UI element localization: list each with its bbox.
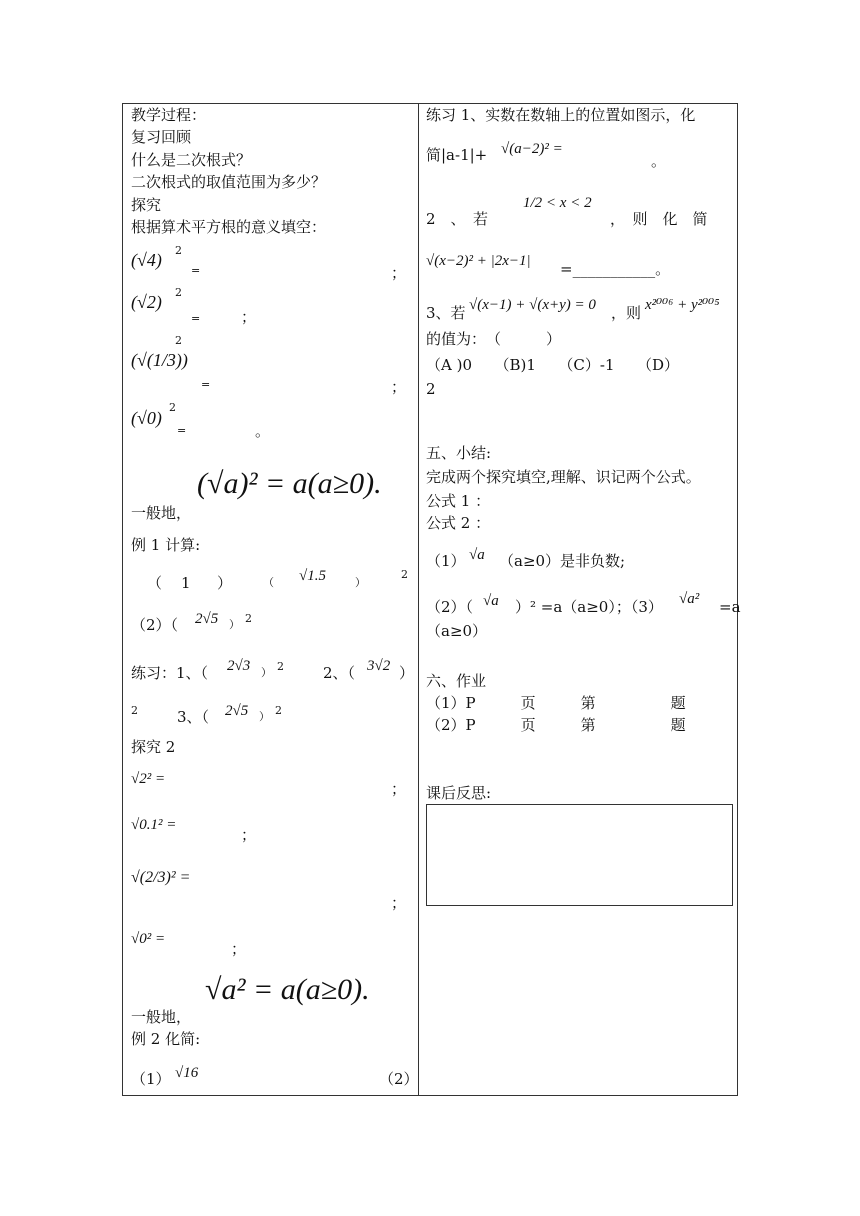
ex1-2-exp: 2	[245, 612, 252, 625]
practice-2-label: 2、（	[323, 664, 356, 682]
property-2-expr: √a	[483, 593, 499, 609]
semi-sq13: ；	[391, 378, 407, 396]
column-divider	[418, 104, 419, 1095]
root-two-thirds-squared: √(2/3)² =	[131, 869, 191, 886]
ex1-1-paren-close: ）	[355, 576, 366, 589]
practice-2-value: 3√2	[367, 658, 391, 674]
ex1-2-label: （2）（	[131, 616, 179, 634]
review-heading: 复习回顾	[131, 128, 192, 146]
explore-heading: 探究	[131, 196, 162, 214]
exercise-3-value: 的值为： （ ）	[426, 330, 562, 348]
exercise-3-then: ，则	[611, 304, 642, 322]
general-label-2: 一般地，	[131, 1008, 192, 1026]
ex1-1-exp: 2	[401, 568, 408, 581]
property-3-text: =a	[719, 598, 741, 616]
explore-2-heading: 探究 2	[131, 738, 176, 756]
ex1-1-value: √1.5	[299, 568, 326, 584]
exp-sq13: 2	[175, 334, 182, 347]
property-3-expr: √a²	[679, 591, 700, 607]
general-label-1: 一般地，	[131, 504, 192, 522]
ex1-2-value: 2√5	[195, 611, 219, 627]
exercise-3-choice-d: 2	[426, 380, 436, 398]
practice-2-exp: 2	[131, 704, 138, 717]
exercise-3-if: 3、若	[426, 304, 466, 322]
reflection-box[interactable]	[426, 804, 733, 906]
exercise-1-simplify: 简|a-1|+	[426, 146, 488, 164]
summary-title: 五、小结:	[426, 444, 492, 462]
ex1-1-num: 1	[181, 574, 191, 592]
practice-3-exp: 2	[275, 704, 282, 717]
reflection-label: 课后反思:	[426, 784, 492, 802]
homework-item-1: （1）P 页 第 题	[426, 694, 686, 712]
example-1-heading: 例 1 计算:	[131, 536, 201, 554]
exercise-3-target: x²⁰⁰⁶ + y²⁰⁰⁵	[645, 297, 720, 313]
exercise-3-condition: √(x−1) + √(x+y) = 0	[469, 297, 596, 313]
property-1-label: （1）	[426, 552, 466, 570]
property-2-label: （2）（	[426, 598, 474, 616]
exercise-2-then: ， 则 化 简	[610, 210, 708, 228]
semi-sq4: ；	[391, 264, 407, 282]
exercise-1-expr: √(a−2)² =	[501, 141, 563, 157]
lesson-table	[122, 103, 741, 1096]
ex1-1-close: ）	[217, 574, 233, 592]
semi-r3: ；	[391, 894, 407, 912]
root-2-squared: √2² =	[131, 771, 166, 787]
expr-sqrt-third-squared: (√(1/3))	[131, 350, 188, 370]
homework-title: 六、作业	[426, 672, 487, 690]
semi-sq2: ；	[241, 308, 257, 326]
eq-sq4: =	[191, 264, 201, 277]
exercise-2-blank: =___________。	[560, 260, 671, 278]
exercise-2-inequality: 1/2 < x < 2	[523, 195, 592, 211]
practice-1-close: ）	[261, 666, 272, 679]
property-1-expr: √a	[469, 547, 485, 563]
formula-2-label: 公式 2 ：	[426, 514, 491, 532]
practice-label: 练习：1、（	[131, 664, 209, 682]
period-sq0: 。	[255, 422, 271, 440]
expr-sqrt4-squared: (√4)	[131, 250, 162, 270]
question-2: 二次根式的取值范围为多少？	[131, 173, 327, 191]
example-2-heading: 例 2 化简:	[131, 1030, 201, 1048]
exp-sq4: 2	[175, 244, 182, 257]
formula-1-label: 公式 1 ：	[426, 492, 491, 510]
exercise-2-expr: √(x−2)² + |2x−1|	[426, 253, 531, 269]
practice-3-close: ）	[259, 710, 270, 723]
eq-sq0: =	[177, 424, 187, 437]
ex1-2-close: ）	[229, 618, 240, 631]
exp-sq2: 2	[175, 286, 182, 299]
practice-3-label: 3、（	[177, 708, 210, 726]
expr-sqrt2-squared: (√2)	[131, 292, 162, 312]
ex2-2-label: （2）	[379, 1070, 419, 1088]
semi-r2: ；	[241, 826, 257, 844]
property-3-condition: （a≥0）	[426, 622, 488, 640]
root-01-squared: √0.1² =	[131, 817, 177, 833]
practice-3-value: 2√5	[225, 703, 249, 719]
homework-item-2: （2）P 页 第 题	[426, 716, 686, 734]
ex2-1-value: √16	[175, 1065, 199, 1081]
semi-r1: ；	[391, 780, 407, 798]
ex2-1-label: （1）	[131, 1070, 171, 1088]
exercise-2-if: 2 、 若	[426, 210, 489, 228]
property-1-text: （a≥0）是非负数;	[499, 552, 626, 570]
ex1-1-paren: （	[263, 576, 274, 589]
exercise-3-choices: （A )0 （B)1 （C）-1 （D）	[426, 356, 680, 374]
heading-teaching-process: 教学过程：	[131, 106, 207, 124]
semi-r4: ；	[231, 940, 247, 958]
exercise-1-end: 。	[651, 152, 667, 170]
practice-2-close: ）	[399, 664, 415, 682]
exp-sq0: 2	[169, 401, 176, 414]
property-2-text: ）² =a（a≥0）；（3）	[515, 598, 663, 616]
expr-sqrt0-squared: (√0)	[131, 408, 162, 428]
root-0-squared: √0² =	[131, 931, 166, 947]
eq-sq2: =	[191, 312, 201, 325]
practice-1-value: 2√3	[227, 658, 251, 674]
fill-instruction: 根据算术平方根的意义填空：	[131, 218, 327, 236]
eq-sq13: =	[201, 378, 211, 391]
formula-1: (√a)² = a(a≥0).	[197, 467, 382, 500]
question-1: 什么是二次根式？	[131, 151, 252, 169]
formula-2: √a² = a(a≥0).	[205, 973, 370, 1006]
exercise-1-line1: 练习 1、实数在数轴上的位置如图示，化	[426, 106, 696, 124]
practice-1-exp: 2	[277, 660, 284, 673]
summary-text: 完成两个探究填空,理解、识记两个公式。	[426, 468, 701, 486]
ex1-1-open: （	[147, 574, 163, 592]
